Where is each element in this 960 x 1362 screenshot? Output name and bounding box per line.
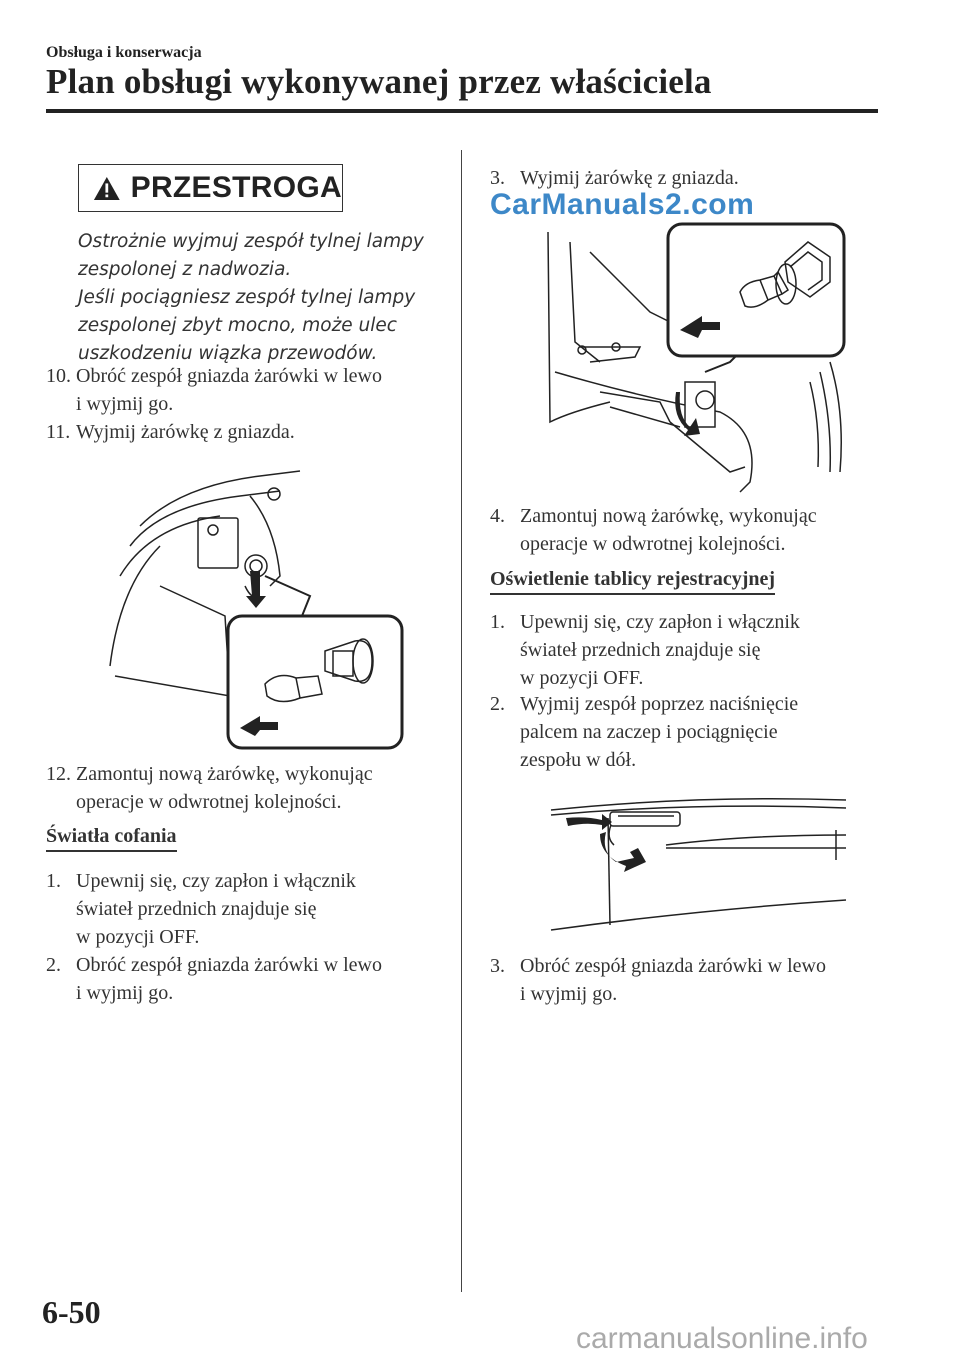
caution-line: Ostrożnie wyjmuj zespół tylnej lampy — [78, 231, 424, 252]
step-number: 11. — [46, 421, 71, 443]
step-text: i wyjmij go. — [520, 983, 618, 1005]
watermark-bottom: carmanualsonline.info — [576, 1322, 868, 1355]
step-3 — [490, 952, 890, 1008]
page-title: Plan obsługi wykonywanej przez właściciela — [46, 62, 712, 101]
step-text: i wyjmij go. — [76, 393, 174, 415]
page-number: 6-50 — [42, 1294, 101, 1330]
step-text: w pozycji OFF. — [76, 926, 200, 948]
step-text: Wyjmij zespół poprzez naciśnięcie — [520, 693, 799, 715]
step-number: 10. — [46, 365, 71, 387]
rear-lamp-bulb-illustration — [100, 466, 410, 756]
step-text: Obróć zespół gniazda żarówki w lewo — [520, 955, 826, 977]
step-text: operacje w odwrotnej kolejności. — [76, 791, 342, 813]
section-heading-reverse-lights: Światła cofania — [46, 825, 177, 852]
step-text: Zamontuj nową żarówkę, wykonując — [76, 763, 373, 785]
step-4 — [490, 502, 890, 558]
step-text: Obróć zespół gniazda żarówki w lewo — [76, 954, 382, 976]
step-text: zespołu w dół. — [520, 749, 637, 771]
caution-label: PRZESTROGA — [130, 171, 342, 204]
step-number: 2. — [46, 954, 61, 976]
step-number: 2. — [490, 693, 505, 715]
title-rule — [46, 109, 878, 113]
step-text: Obróć zespół gniazda żarówki w lewo — [76, 365, 382, 387]
step-2 — [490, 690, 890, 774]
step-text: świateł przednich znajduje się — [520, 639, 761, 661]
section-label: Obsługa i konserwacja — [46, 44, 202, 61]
warning-triangle-icon — [93, 175, 121, 202]
step-number: 1. — [490, 611, 505, 633]
step-text: Upewnij się, czy zapłon i włącznik — [76, 870, 356, 892]
caution-line: zespolonej z nadwozia. — [78, 259, 292, 280]
column-divider — [461, 150, 462, 1292]
reverse-light-bulb-illustration — [540, 222, 870, 497]
step-number: 4. — [490, 505, 505, 527]
step-text: Zamontuj nową żarówkę, wykonując — [520, 505, 817, 527]
plate-light-illustration — [546, 790, 854, 940]
watermark-top: CarManuals2.com — [490, 188, 755, 221]
caution-text — [78, 228, 438, 368]
step-12 — [46, 760, 446, 816]
step-text: Wyjmij żarówkę z gniazda. — [76, 421, 295, 443]
caution-line: Jeśli pociągniesz zespół tylnej lampy — [78, 287, 416, 308]
caution-box — [78, 164, 343, 212]
step-number: 12. — [46, 763, 71, 785]
step-number: 1. — [46, 870, 61, 892]
step-1 — [46, 867, 446, 951]
section-heading-plate-light: Oświetlenie tablicy rejestracyjnej — [490, 568, 775, 595]
step-11 — [46, 418, 446, 446]
step-2 — [46, 951, 446, 1007]
step-text: w pozycji OFF. — [520, 667, 644, 689]
step-text: Wyjmij żarówkę z gniazda. — [520, 167, 739, 189]
step-1 — [490, 608, 890, 692]
step-text: operacje w odwrotnej kolejności. — [520, 533, 786, 555]
step-number: 3. — [490, 167, 505, 189]
caution-line: zespolonej zbyt mocno, może ulec — [78, 315, 397, 336]
step-text: i wyjmij go. — [76, 982, 174, 1004]
step-number: 3. — [490, 955, 505, 977]
caution-line: uszkodzeniu wiązka przewodów. — [78, 343, 378, 364]
step-10 — [46, 362, 446, 418]
step-text: świateł przednich znajduje się — [76, 898, 317, 920]
step-text: palcem na zaczep i pociągnięcie — [520, 721, 778, 743]
step-text: Upewnij się, czy zapłon i włącznik — [520, 611, 800, 633]
